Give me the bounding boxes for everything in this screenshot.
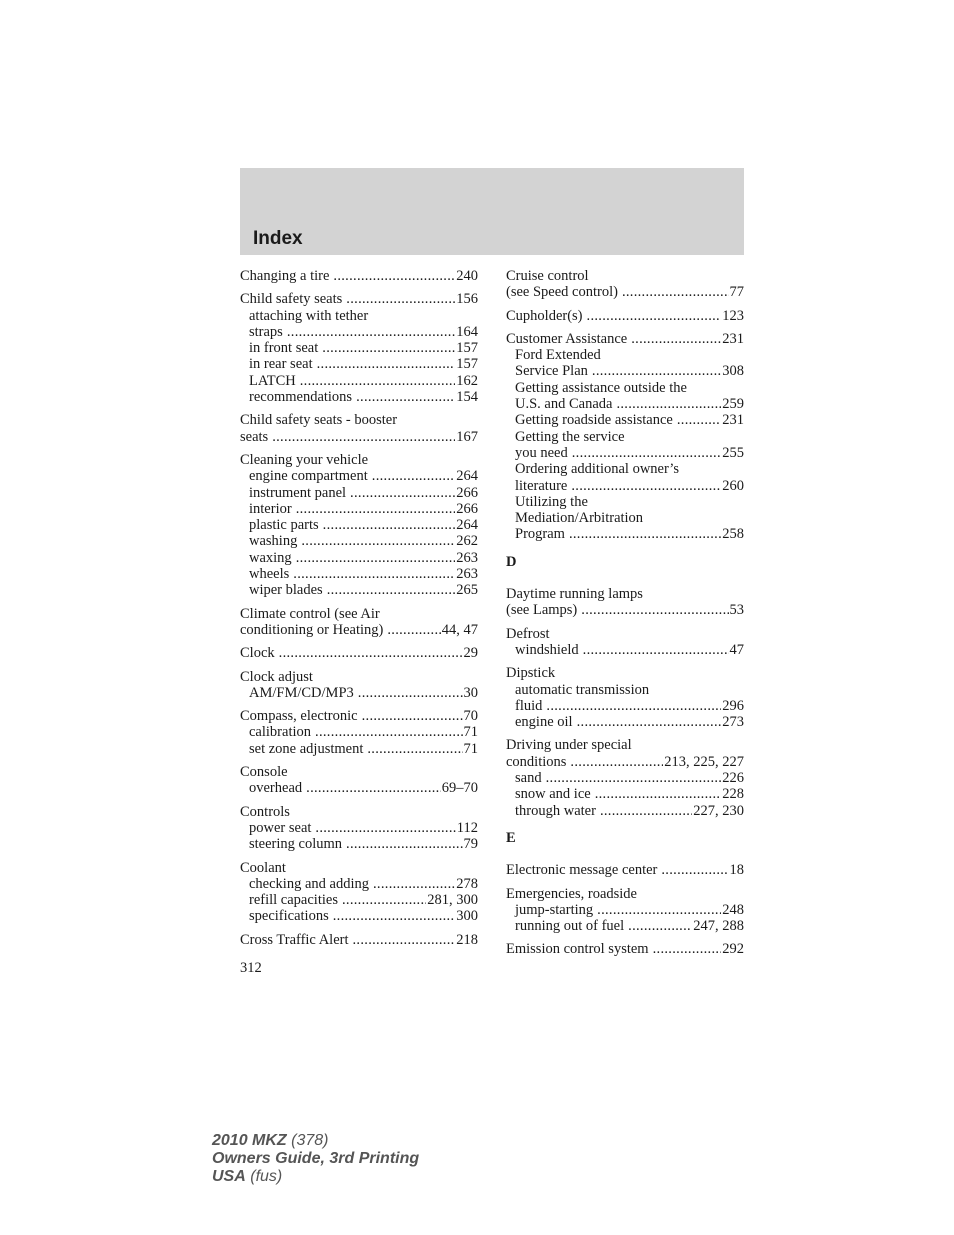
index-entry [240, 452, 478, 599]
dot-leader [315, 724, 462, 740]
index-entry-line [240, 860, 478, 876]
index-entry-line [240, 764, 478, 780]
dot-leader [306, 780, 441, 796]
index-subentry-line [240, 501, 478, 517]
index-entry [240, 268, 478, 284]
entry-term: Utilizing the [515, 493, 588, 510]
entry-page-ref: 156 [456, 291, 478, 308]
entry-term: Getting roadside assistance [515, 412, 673, 429]
index-subentry-line [506, 380, 744, 396]
index-subentry-line [506, 526, 744, 542]
index-entry [240, 412, 478, 445]
entry-page-ref: 79 [463, 836, 478, 853]
index-entry [240, 708, 478, 757]
index-subentry-line [240, 582, 478, 598]
index-subentry-line [506, 510, 744, 526]
footer-region: USA [212, 1168, 246, 1185]
footer [212, 1132, 419, 1186]
entry-term: automatic transmission [515, 681, 650, 698]
index-subentry-line [240, 550, 478, 566]
entry-term: through water [515, 802, 596, 819]
dot-leader [372, 468, 455, 484]
entry-page-ref: 258 [722, 526, 744, 543]
entry-page-ref: 77 [729, 284, 744, 301]
entry-term: you need [515, 444, 568, 461]
index-entry [506, 941, 744, 957]
index-subentry-line [240, 685, 478, 701]
dot-leader [592, 363, 721, 379]
index-entry [506, 308, 744, 324]
dot-leader [296, 501, 456, 517]
entry-page-ref: 44, 47 [441, 621, 478, 638]
index-subentry-line [240, 892, 478, 908]
index-entry [240, 764, 478, 797]
index-subentry-line [506, 642, 744, 658]
footer-region-code: (fus) [250, 1168, 283, 1185]
dot-leader [622, 284, 729, 300]
entry-page-ref: 281, 300 [427, 892, 478, 909]
entry-page-ref: 71 [463, 724, 478, 741]
entry-page-ref: 227, 230 [693, 802, 744, 819]
entry-term: Coolant [240, 859, 286, 876]
index-subentry-line [506, 902, 744, 918]
dot-leader [356, 389, 455, 405]
dot-leader [616, 396, 721, 412]
entry-page-ref: 300 [456, 908, 478, 925]
entry-term: specifications [249, 908, 329, 925]
index-entry [506, 331, 744, 543]
dot-leader [362, 708, 463, 724]
entry-page-ref: 266 [456, 500, 478, 517]
dot-leader [272, 429, 455, 445]
dot-leader [333, 268, 455, 284]
entry-page-ref: 112 [456, 819, 478, 836]
index-subentry-line [506, 682, 744, 698]
entry-term: refill capacities [249, 892, 338, 909]
index-subentry-line [240, 485, 478, 501]
entry-term: conditioning or Heating) [240, 621, 384, 638]
entry-page-ref: 255 [722, 444, 744, 461]
index-subentry-line [240, 876, 478, 892]
dot-leader [296, 550, 456, 566]
entry-term: Getting the service [515, 428, 625, 445]
entry-page-ref: 18 [729, 862, 744, 879]
index-entry-line [506, 754, 744, 770]
entry-term: conditions [506, 753, 567, 770]
entry-term: straps [249, 323, 283, 340]
entry-page-ref: 154 [456, 389, 478, 406]
dot-leader [581, 602, 728, 618]
entry-term: Emission control system [506, 941, 649, 958]
entry-page-ref: 264 [456, 517, 478, 534]
entry-term: Compass, electronic [240, 708, 358, 725]
index-entry-line [506, 862, 744, 878]
entry-term: fluid [515, 697, 543, 714]
dot-leader [587, 308, 722, 324]
dot-leader [677, 412, 721, 428]
dot-leader [367, 741, 462, 757]
entry-term: in front seat [249, 340, 319, 357]
entry-page-ref: 240 [456, 268, 478, 284]
dot-leader [322, 340, 455, 356]
entry-term: steering column [249, 836, 343, 853]
index-entry-line [506, 284, 744, 300]
entry-page-ref: 218 [456, 931, 478, 948]
entry-term: seats [240, 428, 269, 445]
dot-leader [327, 582, 456, 598]
index-subentry-line [240, 356, 478, 372]
entry-page-ref: 123 [722, 307, 744, 324]
dot-leader [342, 892, 426, 908]
entry-term: windshield [515, 641, 579, 658]
entry-term: literature [515, 477, 568, 494]
index-subentry-line [506, 786, 744, 802]
entry-term: Electronic message center [506, 862, 658, 879]
entry-term: Emergencies, roadside [506, 885, 637, 902]
index-subentry-line [506, 429, 744, 445]
entry-term: AM/FM/CD/MP3 [249, 684, 354, 701]
index-entry-line [240, 606, 478, 622]
index-entry-line [240, 291, 478, 307]
index-entry [240, 606, 478, 639]
entry-term: sand [515, 770, 542, 787]
index-subentry-line [506, 396, 744, 412]
index-subentry-line [240, 324, 478, 340]
entry-page-ref: 292 [722, 941, 744, 958]
index-entry-line [506, 626, 744, 642]
entry-term: Dipstick [506, 665, 556, 682]
entry-term: Controls [240, 803, 290, 820]
entry-term: Getting assistance outside the [515, 379, 687, 396]
index-subentry-line [240, 836, 478, 852]
dot-leader [287, 324, 455, 340]
entry-term: interior [249, 500, 292, 517]
entry-term: Service Plan [515, 363, 588, 380]
index-subentry-line [240, 724, 478, 740]
index-entry [506, 268, 744, 301]
dot-leader [661, 862, 728, 878]
entry-term: running out of fuel [515, 918, 625, 935]
index-entry-line [506, 602, 744, 618]
index-entry-line [506, 941, 744, 957]
dot-leader [373, 876, 455, 892]
index-entry-line [240, 669, 478, 685]
index-entry-line [240, 622, 478, 638]
entry-term: checking and adding [249, 875, 369, 892]
index-entry-line [240, 645, 478, 661]
index-entry-line [506, 308, 744, 324]
index-entry-line [506, 331, 744, 347]
dot-leader [570, 754, 663, 770]
entry-term: Console [240, 764, 288, 781]
dot-leader [387, 622, 440, 638]
entry-term: wheels [249, 566, 290, 583]
index-entry [506, 586, 744, 619]
entry-term: instrument panel [249, 484, 347, 501]
entry-term: jump-starting [515, 901, 594, 918]
entry-page-ref: 266 [456, 484, 478, 501]
index-entry [240, 645, 478, 661]
index-subentry-line [240, 468, 478, 484]
index-entry [506, 737, 744, 818]
entry-page-ref: 273 [722, 714, 744, 731]
entry-term: engine oil [515, 714, 573, 731]
entry-page-ref: 260 [722, 477, 744, 494]
index-entry-line [240, 429, 478, 445]
entry-page-ref: 265 [456, 582, 478, 599]
entry-term: plastic parts [249, 517, 319, 534]
dot-leader [600, 803, 692, 819]
entry-page-ref: 30 [463, 684, 478, 701]
dot-leader [315, 820, 455, 836]
entry-term: LATCH [249, 372, 296, 389]
index-subentry-line [240, 308, 478, 324]
entry-term: Cupholder(s) [506, 307, 583, 324]
page-title: Index [253, 228, 303, 249]
index-entry-line [506, 737, 744, 753]
entry-page-ref: 157 [456, 340, 478, 357]
dot-leader [358, 685, 463, 701]
index-entry [240, 860, 478, 925]
index-subentry-line [506, 494, 744, 510]
entry-page-ref: 53 [729, 602, 744, 619]
header-band [240, 168, 744, 255]
index-column-left [240, 268, 478, 955]
entry-term: engine compartment [249, 468, 368, 485]
dot-leader [301, 533, 455, 549]
entry-term: Cruise control [506, 268, 589, 284]
dot-leader [279, 645, 463, 661]
entry-page-ref: 263 [456, 549, 478, 566]
index-subentry-line [240, 533, 478, 549]
entry-term: Clock [240, 645, 275, 662]
index-subentry-line [506, 478, 744, 494]
entry-term: snow and ice [515, 786, 591, 803]
index-subentry-line [506, 918, 744, 934]
index-entry [506, 665, 744, 730]
entry-page-ref: 264 [456, 468, 478, 485]
entry-page-ref: 69–70 [441, 780, 478, 797]
entry-page-ref: 213, 225, 227 [664, 753, 744, 770]
index-subentry-line [506, 347, 744, 363]
index-subentry-line [240, 373, 478, 389]
entry-term: Child safety seats [240, 291, 343, 308]
entry-page-ref: 262 [456, 533, 478, 550]
entry-term: Defrost [506, 625, 550, 642]
entry-term: Program [515, 526, 565, 543]
index-entry-line [506, 268, 744, 284]
dot-leader [346, 836, 462, 852]
index-column-right [506, 268, 744, 965]
entry-page-ref: 308 [722, 363, 744, 380]
dot-leader [631, 331, 721, 347]
index-subentry-line [506, 698, 744, 714]
index-entry-line [240, 268, 478, 284]
entry-term: set zone adjustment [249, 740, 364, 757]
entry-term: in rear seat [249, 356, 313, 373]
footer-edition: Owners Guide, 3rd Printing [212, 1150, 420, 1167]
index-entry [506, 862, 744, 878]
entry-term: washing [249, 533, 298, 550]
dot-leader [350, 485, 455, 501]
index-subentry-line [240, 908, 478, 924]
entry-term: (see Speed control) [506, 284, 618, 301]
index-entry-line [240, 932, 478, 948]
entry-term: waxing [249, 549, 292, 566]
dot-leader [333, 908, 456, 924]
entry-page-ref: 247, 288 [693, 918, 744, 935]
index-entry [240, 932, 478, 948]
entry-term: attaching with tether [249, 307, 369, 324]
index-entry-line [506, 586, 744, 602]
page-number: 312 [240, 960, 262, 976]
entry-term: Changing a tire [240, 268, 330, 284]
entry-term: Ford Extended [515, 347, 601, 364]
index-entry [506, 886, 744, 935]
index-entry-line [240, 412, 478, 428]
dot-leader [583, 642, 729, 658]
dot-leader [577, 714, 722, 730]
entry-page-ref: 47 [729, 641, 744, 658]
entry-page-ref: 278 [456, 875, 478, 892]
dot-leader [597, 902, 721, 918]
index-subentry-line [506, 445, 744, 461]
index-subentry-line [506, 412, 744, 428]
entry-page-ref: 231 [722, 330, 744, 347]
dot-leader [628, 918, 692, 934]
entry-term: Clock adjust [240, 668, 313, 685]
entry-page-ref: 263 [456, 566, 478, 583]
dot-leader [317, 356, 456, 372]
index-subentry-line [240, 566, 478, 582]
entry-page-ref: 248 [722, 901, 744, 918]
entry-term: Daytime running lamps [506, 586, 643, 603]
index-entry-line [240, 708, 478, 724]
entry-page-ref: 167 [456, 428, 478, 445]
entry-term: power seat [249, 819, 312, 836]
dot-leader [653, 941, 722, 957]
entry-page-ref: 29 [463, 645, 478, 662]
index-entry [240, 804, 478, 853]
dot-leader [353, 932, 456, 948]
entry-page-ref: 231 [722, 412, 744, 429]
entry-term: Cross Traffic Alert [240, 931, 349, 948]
index-subentry-line [506, 770, 744, 786]
index-subentry-line [506, 714, 744, 730]
entry-term: calibration [249, 724, 312, 741]
index-subentry-line [506, 803, 744, 819]
entry-term: Ordering additional owner’s [515, 461, 680, 478]
index-entry [240, 291, 478, 405]
dot-leader [569, 526, 721, 542]
entry-page-ref: 164 [456, 323, 478, 340]
index-entry [240, 669, 478, 702]
entry-page-ref: 162 [456, 372, 478, 389]
entry-term: U.S. and Canada [515, 396, 613, 413]
entry-term: recommendations [249, 389, 353, 406]
dot-leader [546, 698, 721, 714]
entry-page-ref: 226 [722, 770, 744, 787]
index-entry [506, 626, 744, 659]
index-subentry-line [240, 517, 478, 533]
index-entry-line [240, 452, 478, 468]
entry-page-ref: 228 [722, 786, 744, 803]
entry-term: Climate control (see Air [240, 605, 380, 622]
entry-page-ref: 296 [722, 697, 744, 714]
entry-term: overhead [249, 780, 303, 797]
index-entry-line [240, 804, 478, 820]
dot-leader [300, 373, 456, 389]
entry-page-ref: 71 [463, 740, 478, 757]
entry-page-ref: 157 [456, 356, 478, 373]
index-subentry-line [240, 780, 478, 796]
index-subentry-line [240, 741, 478, 757]
dot-leader [595, 786, 722, 802]
section-letter: E [506, 829, 516, 846]
dot-leader [572, 445, 722, 461]
index-subentry-line [240, 389, 478, 405]
index-subentry-line [240, 820, 478, 836]
dot-leader [323, 517, 456, 533]
footer-model: 2010 MKZ [212, 1132, 287, 1149]
section-letter: D [506, 553, 517, 570]
entry-page-ref: 70 [463, 708, 478, 725]
dot-leader [293, 566, 455, 582]
dot-leader [346, 291, 455, 307]
entry-term: Mediation/Arbitration [515, 510, 644, 527]
entry-term: Driving under special [506, 737, 632, 754]
entry-term: Cleaning your vehicle [240, 451, 369, 468]
footer-model-code: (378) [291, 1132, 329, 1149]
index-entry-line [506, 665, 744, 681]
entry-term: wiper blades [249, 582, 323, 599]
index-subentry-line [506, 363, 744, 379]
dot-leader [546, 770, 722, 786]
entry-page-ref: 259 [722, 396, 744, 413]
index-subentry-line [240, 340, 478, 356]
index-entry-line [506, 886, 744, 902]
dot-leader [571, 478, 721, 494]
entry-term: Child safety seats - booster [240, 412, 398, 429]
entry-term: (see Lamps) [506, 602, 578, 619]
index-subentry-line [506, 461, 744, 477]
entry-term: Customer Assistance [506, 330, 628, 347]
